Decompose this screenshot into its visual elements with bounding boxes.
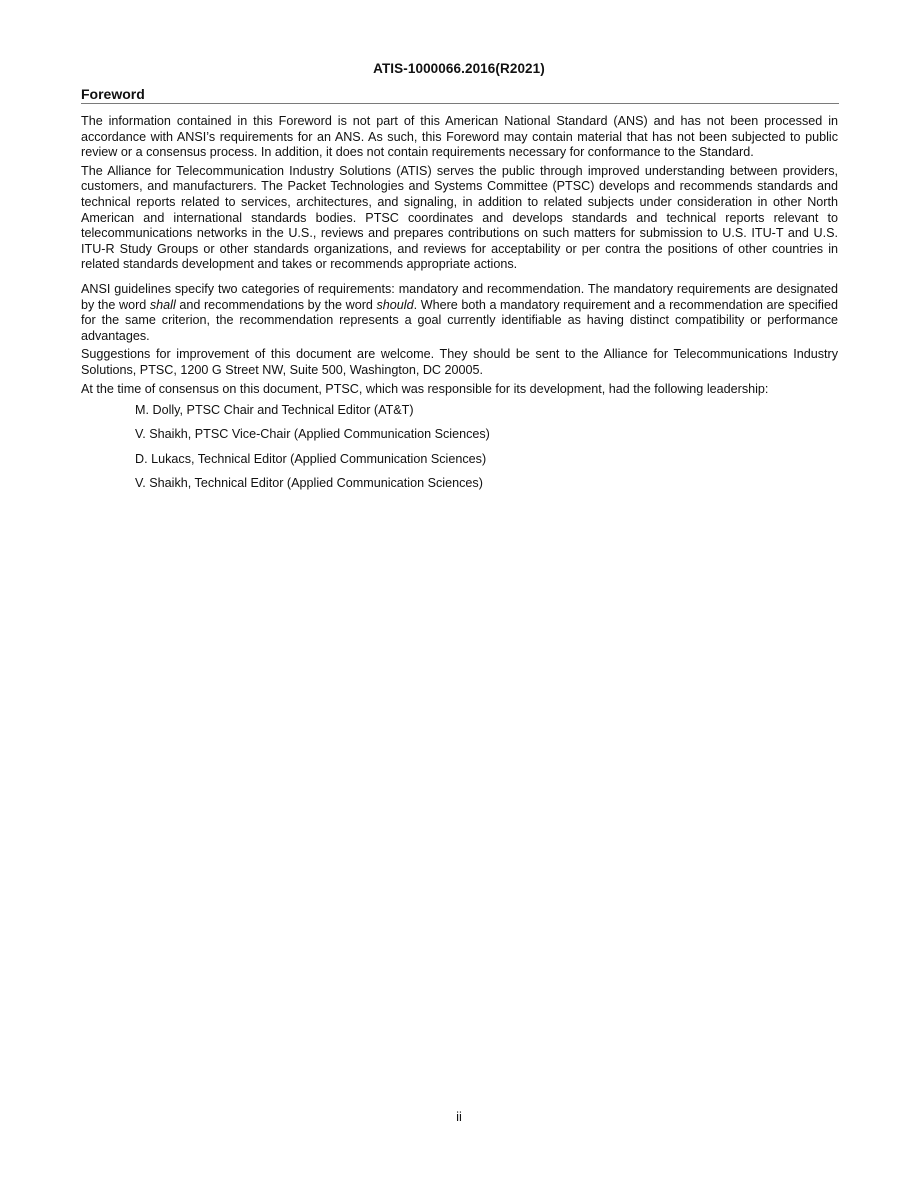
paragraph-atis-overview: The Alliance for Telecommunication Industry Solutions (ATIS) serves the public through improved understanding between providers, customers, and manufacturers. The Packet Technologies and Systems Committee (PTSC) develops and recommends standards and technical reports related to services, architectures, and signaling, in addition to related subjects under consideration in other North American and international standards bodies. PTSC coordinates and develops standards and technical reports relevant to telecommunications networks in the U.S., reviews and prepares contributions on such matters for submission to U.S. ITU-T and U.S. ITU-R Study Groups or other standards organizations, and reviews for acceptability or per contra the positions of other countries in related standards development and takes or recommends appropriate actions. — [81, 163, 838, 272]
leadership-list — [135, 403, 838, 492]
ansi-guidelines-text-2: and recommendations by the word — [175, 297, 377, 312]
section-title: Foreword — [81, 86, 145, 102]
section-divider — [81, 103, 839, 104]
leadership-entry: V. Shaikh, Technical Editor (Applied Communication Sciences) — [135, 476, 483, 491]
ansi-guidelines-text-3: . Where both a mandatory requirement and a recommendation are specified for the same criterion, the recommendation represents a goal currently identifiable as having distinct compatibility or performance advantages. — [81, 297, 838, 343]
keyword-shall: shall — [149, 297, 176, 312]
foreword-body — [81, 114, 838, 501]
document-id-header: ATIS-1000066.2016(R2021) — [373, 61, 545, 76]
paragraph-disclaimer: The information contained in this Foreword is not part of this American National Standard (ANS) and has not been processed in accordance with ANSI’s requirements for an ANS. As such, this Foreword may contain material that has not been subjected to public review or a consensus process. In addition, it does not contain requirements necessary for conformance to the Standard. — [81, 114, 838, 160]
leadership-entry: D. Lukacs, Technical Editor (Applied Communication Sciences) — [135, 451, 487, 466]
paragraph-suggestions: Suggestions for improvement of this document are welcome. They should be sent to the Alliance for Telecommunications Industry Solutions, PTSC, 1200 G Street NW, Suite 500, Washington, DC 20005. — [81, 347, 838, 377]
paragraph-leadership-intro: At the time of consensus on this document, PTSC, which was responsible for its development, had the following leadership: — [81, 381, 769, 396]
leadership-entry: V. Shaikh, PTSC Vice-Chair (Applied Communication Sciences) — [135, 427, 490, 442]
keyword-should: should — [376, 297, 414, 312]
paragraph-ansi-guidelines — [81, 282, 838, 344]
ansi-guidelines-text-1: ANSI guidelines specify two categories of requirements: mandatory and recommendation. The mandatory requirements are designated by the word — [81, 281, 838, 312]
leadership-entry: M. Dolly, PTSC Chair and Technical Editor (AT&T) — [135, 403, 414, 418]
page-number: ii — [456, 1109, 462, 1124]
